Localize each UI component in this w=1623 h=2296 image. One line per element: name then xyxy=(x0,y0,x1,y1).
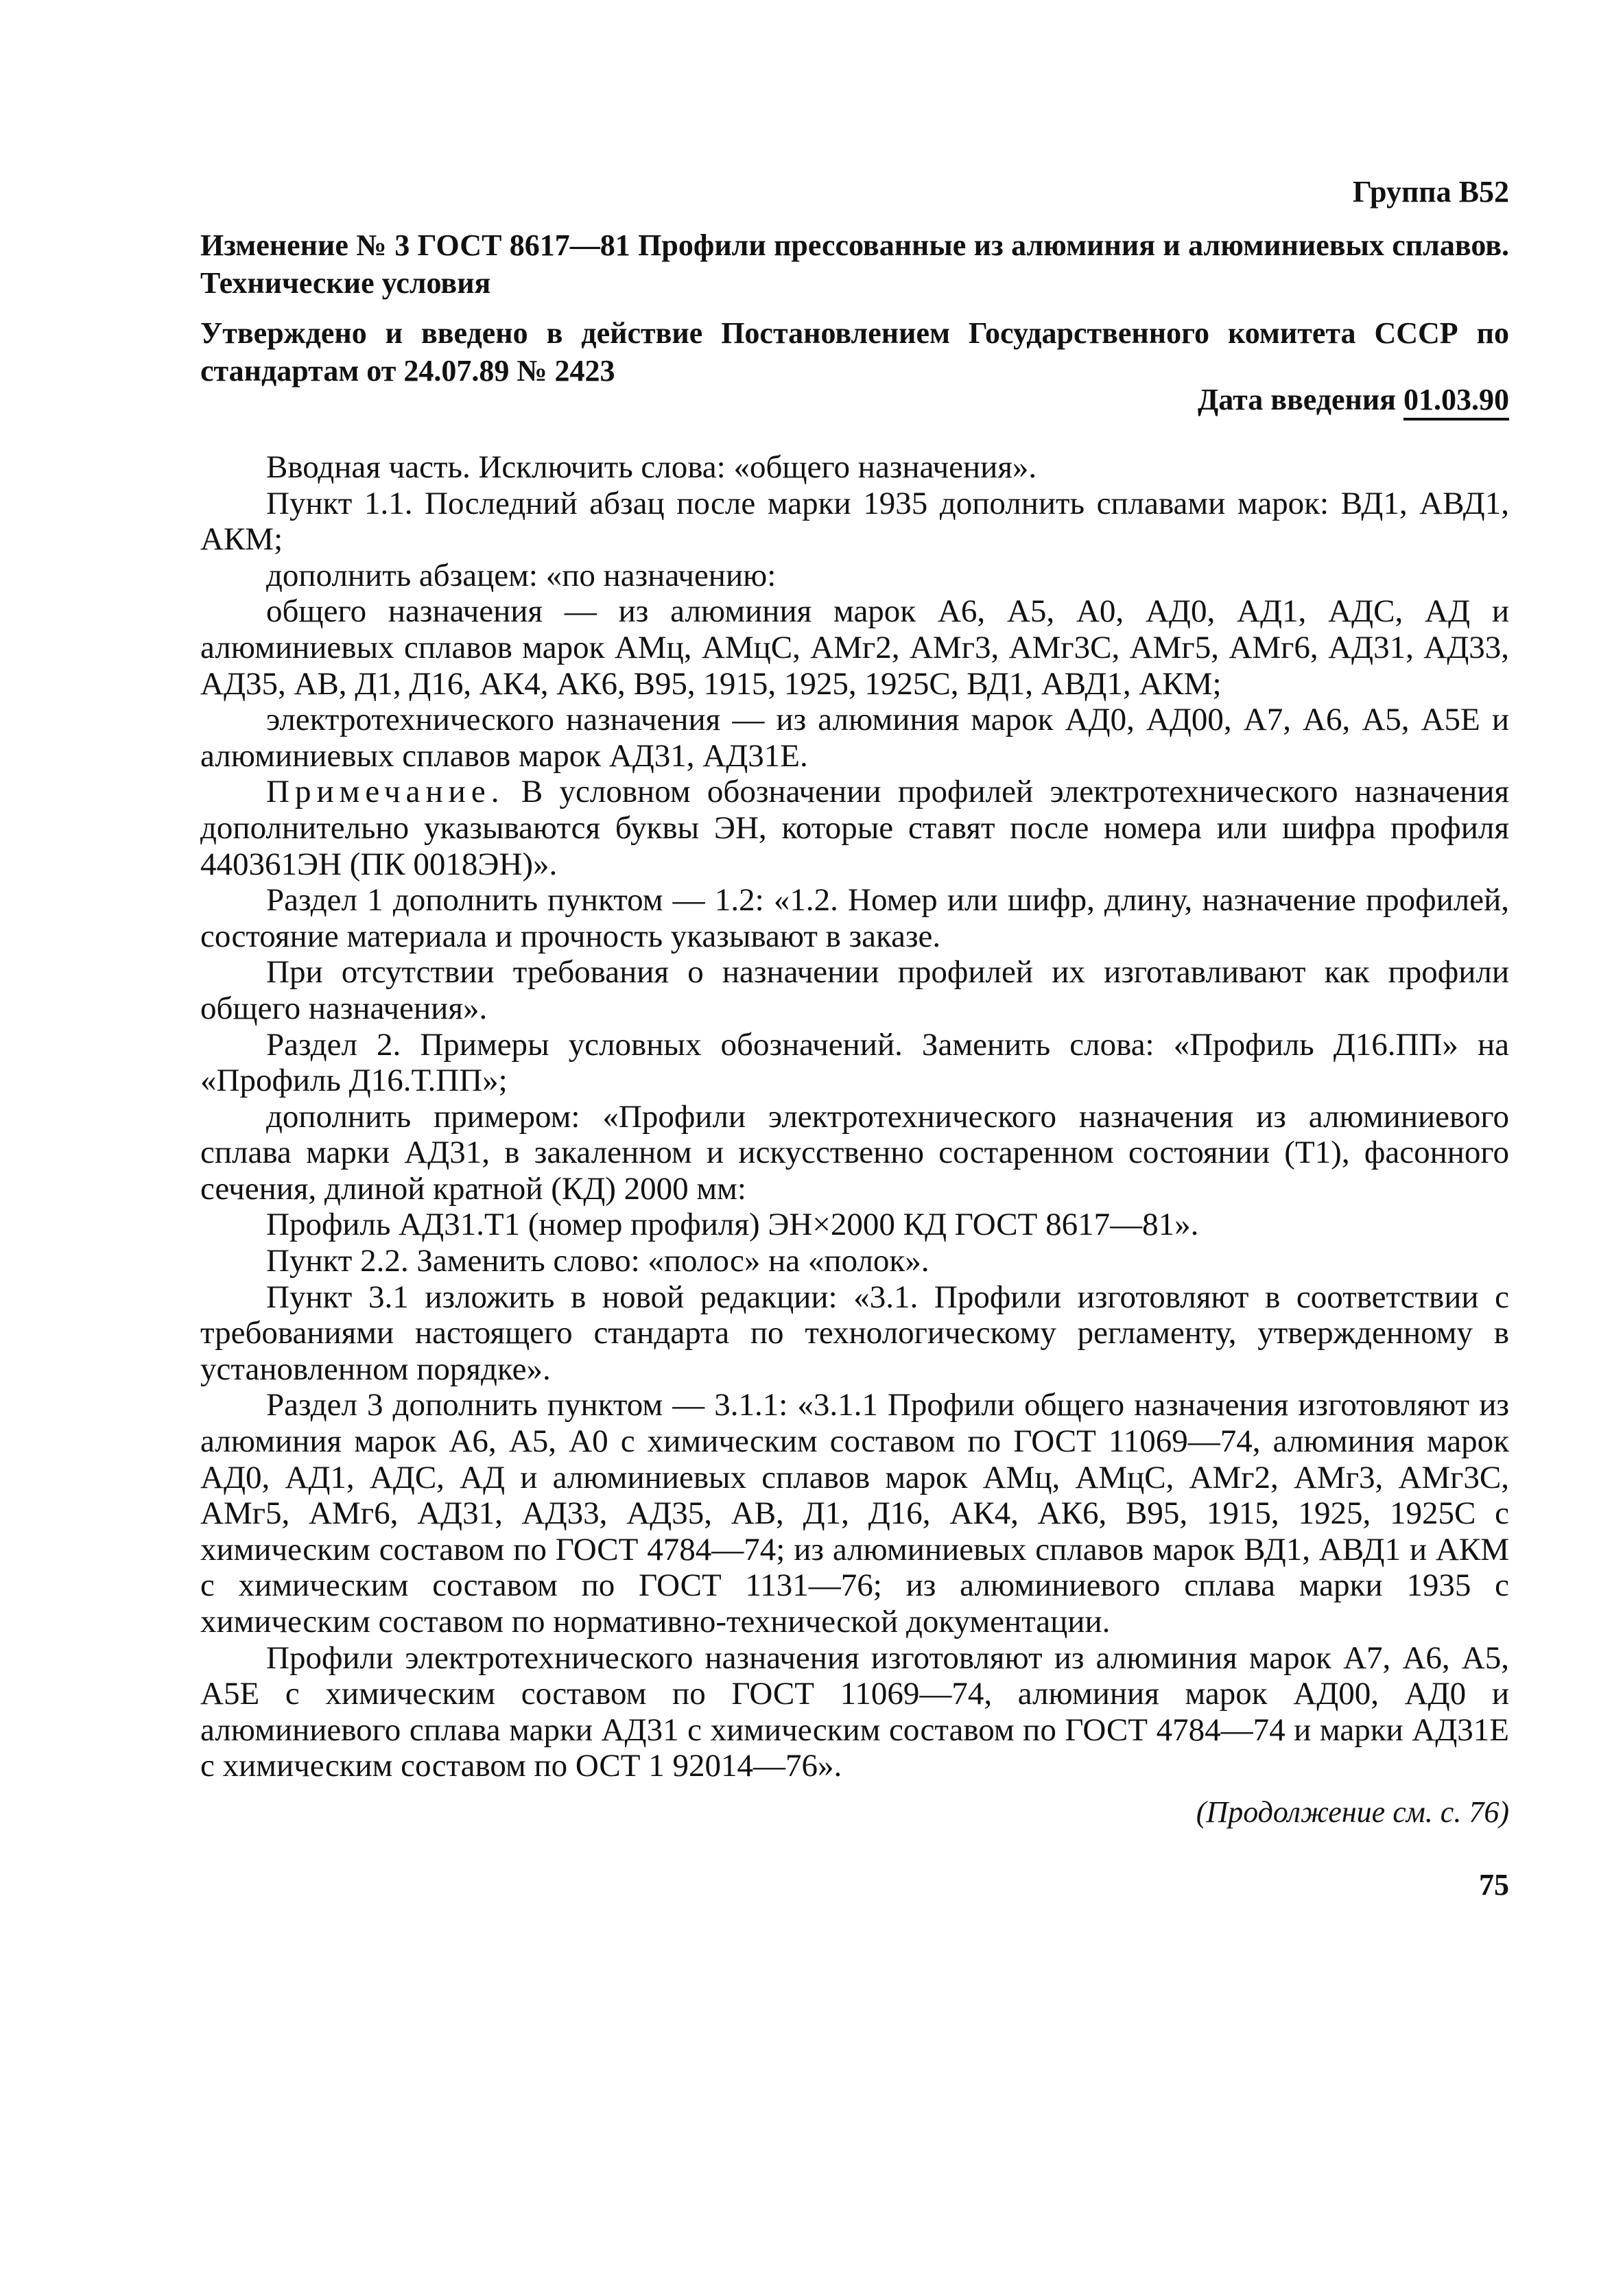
effective-date-value: 01.03.90 xyxy=(1403,383,1509,421)
group-code: Группа В52 xyxy=(1352,175,1509,209)
amendment-title: Изменение № 3 ГОСТ 8617—81 Профили прессованные из алюминия и алюминиевых сплавов. Технические условия xyxy=(200,228,1509,300)
paragraph: дополнить абзацем: «по назначению: xyxy=(266,557,777,593)
paragraph: Вводная часть. Исключить слова: «общего назначения». xyxy=(266,449,1037,485)
paragraph: дополнить примером: «Профили электротехнического назначения из алюминиевого сплава марки АД31, в закаленном и искусственно состаренном состоянии (Т1), фасонного сечения, длиной кратной (КД) 2000 мм: xyxy=(200,1098,1509,1207)
paragraph: Раздел 1 дополнить пунктом — 1.2: «1.2. Номер или шифр, длину, назначение профилей, состояние материала и прочность указывают в заказе. xyxy=(200,882,1509,954)
effective-date xyxy=(200,381,1509,419)
paragraph: Раздел 3 дополнить пунктом — 3.1.1: «3.1.1 Профили общего назначения изготовляют из алюминия марок А6, А5, А0 с химическим составом по ГОСТ 11069—74, алюминия марок АД0, АД1, АДС, АД и алюминиевых сплавов марок АМц, АМцС, АМг2, АМг3, АМг3С, АМг5, АМг6, АД31, АД33, АД35, АВ, Д1, Д16, АК4, АК6, В95, 1915, 1925, 1925С с химическим составом по ГОСТ 4784—74; из алюминиевых сплавов марок ВД1, АВД1 и АКМ с химическим составом по ГОСТ 1131—76; из алюминиевого сплава марки 1935 с химическим составом по нормативно-технической документации. xyxy=(200,1387,1509,1640)
effective-date-label: Дата введения xyxy=(1197,383,1396,416)
paragraph: Пункт 2.2. Заменить слово: «полос» на «полок». xyxy=(266,1243,929,1279)
paragraph: Пункт 1.1. Последний абзац после марки 1935 дополнить сплавами марок: ВД1, АВД1, АКМ; xyxy=(200,485,1509,558)
paragraph: Раздел 2. Примеры условных обозначений. Заменить слова: «Профиль Д16.ПП» на «Профиль Д16.Т.ПП»; xyxy=(200,1026,1509,1099)
page-number: 75 xyxy=(1479,1868,1509,1902)
continuation-note: (Продолжение см. с. 76) xyxy=(1196,1795,1509,1829)
approval-statement: Утверждено и введено в действие Постановлением Государственного комитета СССР по стандартам от 24.07.89 № 2423 xyxy=(200,316,1509,388)
paragraph: общего назначения — из алюминия марок А6, А5, А0, АД0, АД1, АДС, АД и алюминиевых сплавов марок АМц, АМцС, АМг2, АМг3, АМг3С, АМг5, АМг6, АД31, АД33, АД35, АВ, Д1, Д16, АК4, АК6, В95, 1915, 1925, 1925С, ВД1, АВД1, АКМ; xyxy=(200,593,1509,702)
paragraph: Профили электротехнического назначения изготовляют из алюминия марок А7, А6, А5, А5Е с химическим составом по ГОСТ 11069—74, алюминия марок АД00, АД0 и алюминиевого сплава марки АД31 с химическим составом по ГОСТ 4784—74 и марки АД31Е с химическим составом по ОСТ 1 92014—76». xyxy=(200,1640,1509,1784)
note-text: В условном обозначении профилей электротехнического назначения дополнительно указываются буквы ЭН, которые ставят после номера или шифра профиля 440361ЭН (ПК 0018ЭН)». xyxy=(200,774,1509,882)
note-label: Примечание. xyxy=(266,774,505,810)
paragraph: электротехнического назначения — из алюминия марок АД0, АД00, А7, А6, А5, А5Е и алюминиевых сплавов марок АД31, АД31Е. xyxy=(200,702,1509,774)
paragraph: При отсутствии требования о назначении профилей их изготавливают как профили общего назначения». xyxy=(200,954,1509,1026)
amendment-body xyxy=(200,449,1509,1784)
note-paragraph xyxy=(200,774,1509,882)
paragraph: Профиль АД31.Т1 (номер профиля) ЭН×2000 КД ГОСТ 8617—81». xyxy=(266,1207,1199,1243)
paragraph: Пункт 3.1 изложить в новой редакции: «3.1. Профили изготовляют в соответствии с требованиями настоящего стандарта по технологическому регламенту, утвержденному в установленном порядке». xyxy=(200,1279,1509,1387)
